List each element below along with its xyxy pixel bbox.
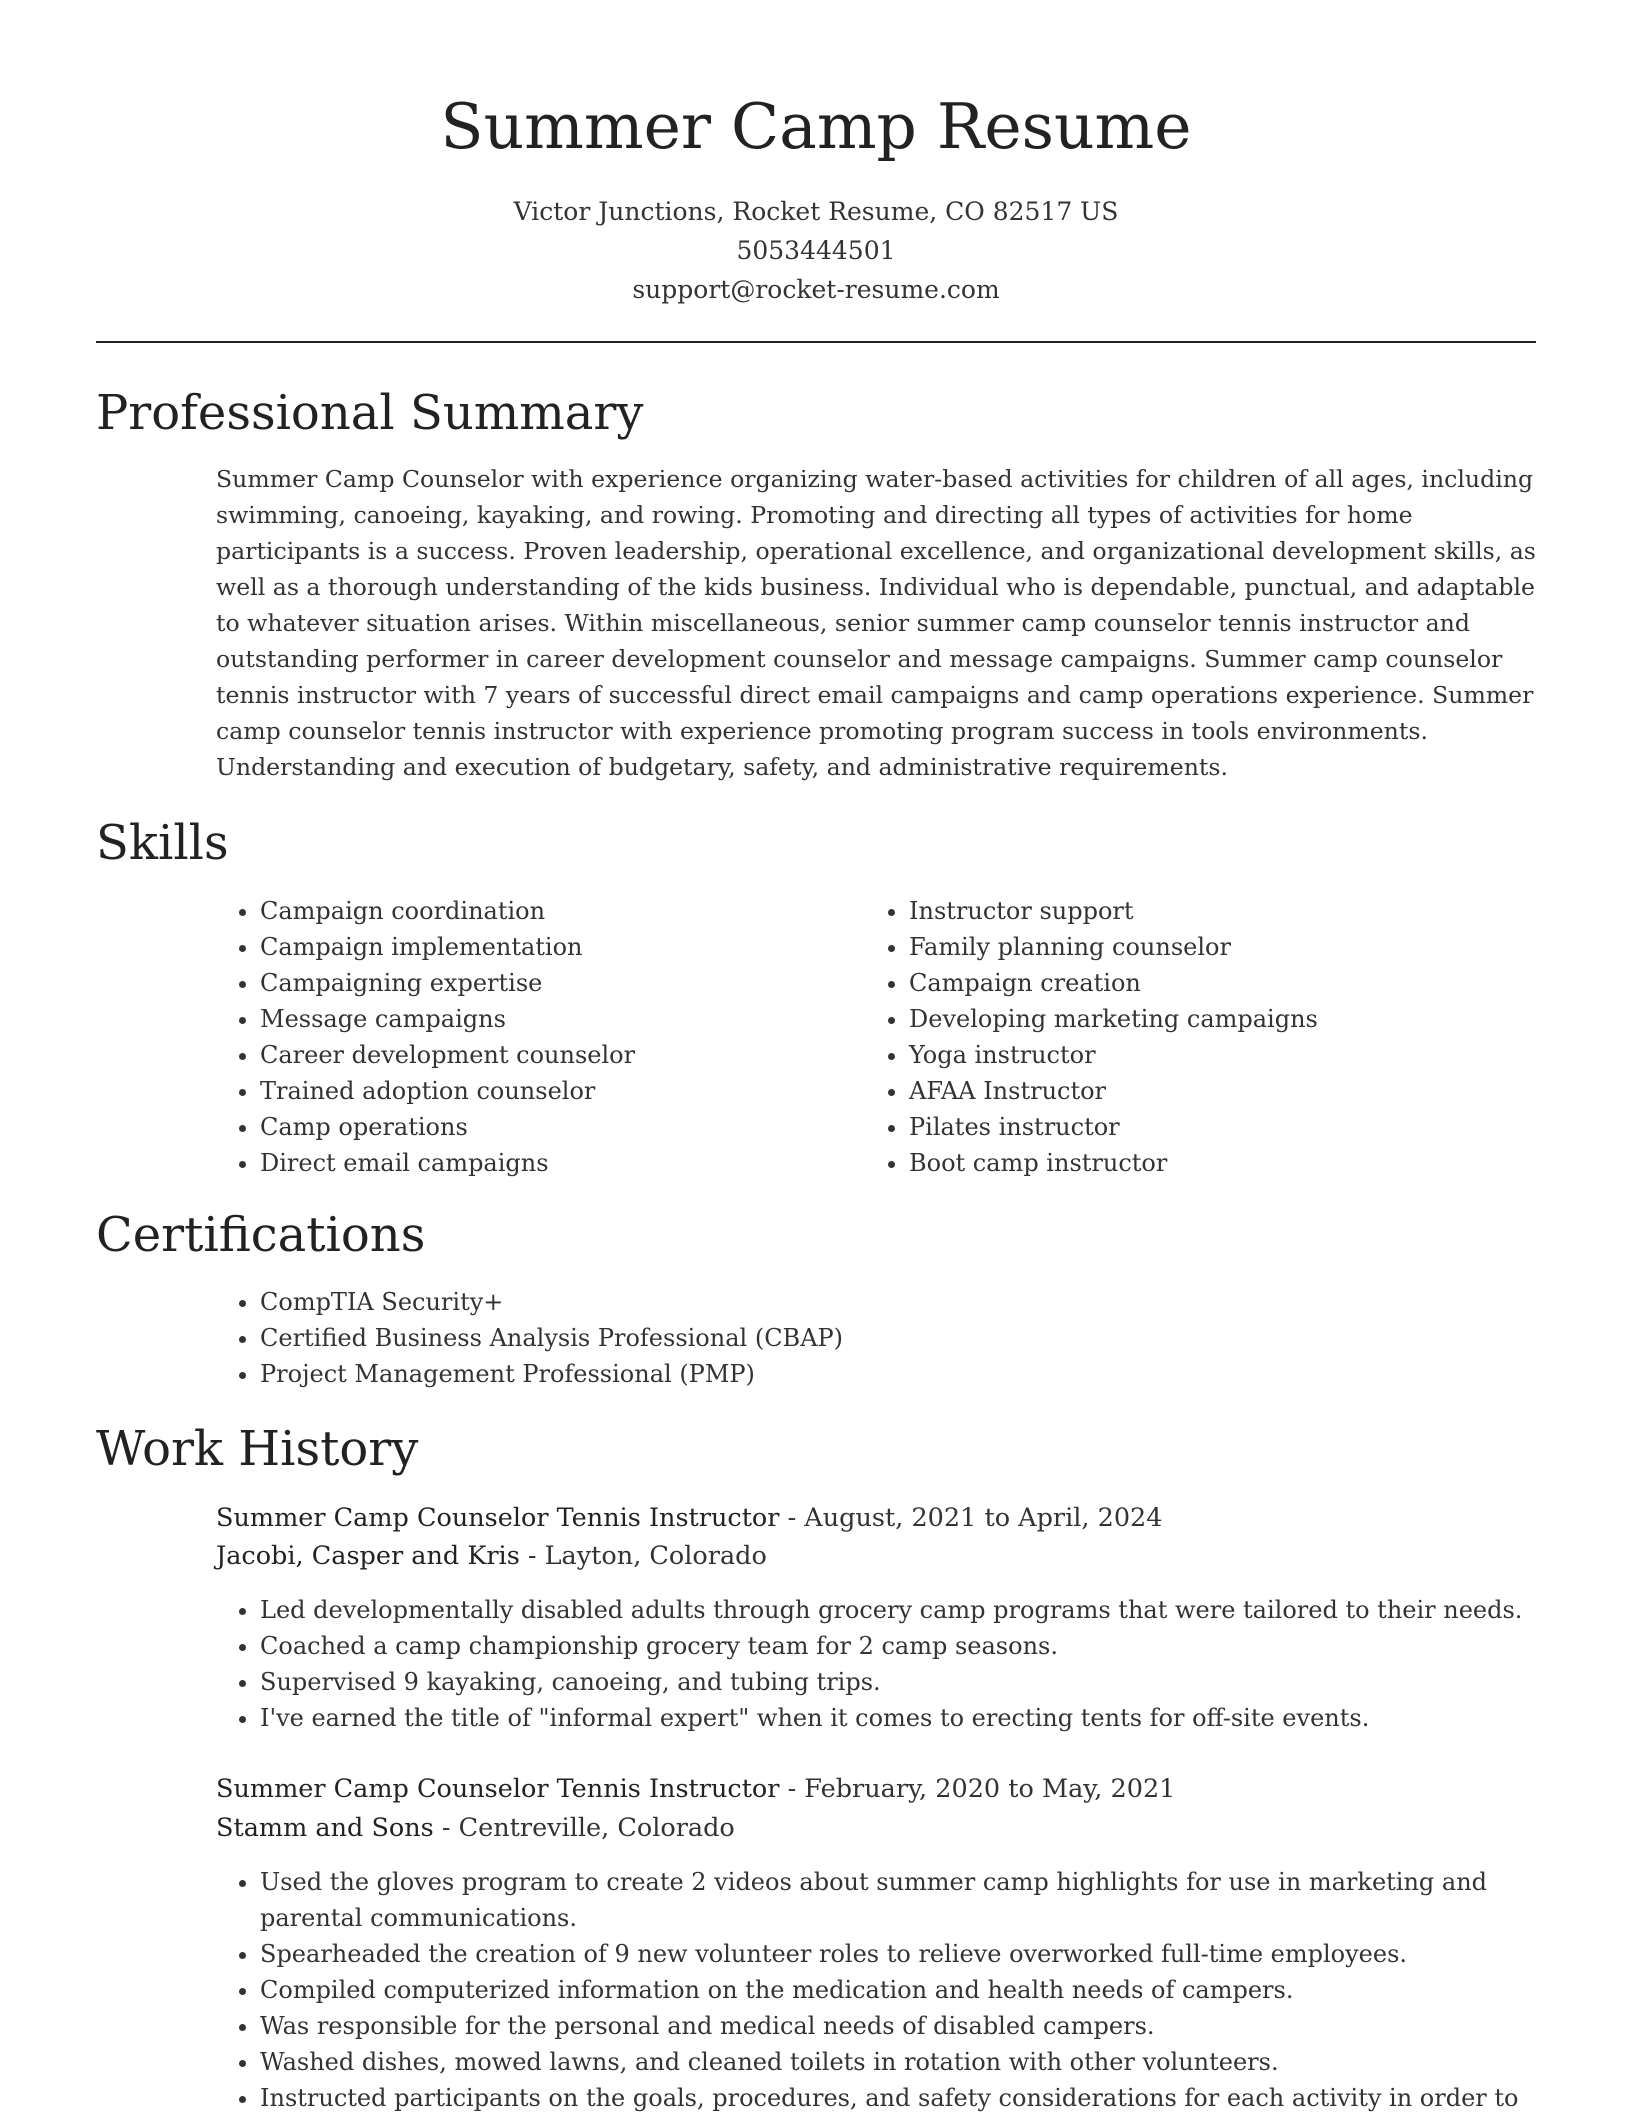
job-title-line <box>216 1499 1163 1537</box>
job-bullet: • I've earned the title of "informal expert" when it comes to erecting tents for off-site events. <box>260 1700 1570 1736</box>
skill-item: • Campaign coordination <box>260 893 820 929</box>
contact-email: support@rocket-resume.com <box>632 275 1000 304</box>
skill-item: • Camp operations <box>260 1109 820 1145</box>
contact-block <box>0 192 1632 309</box>
resume-title: Summer Camp Resume <box>440 90 1192 163</box>
job-bullet: • Supervised 9 kayaking, canoeing, and tubing trips. <box>260 1664 1570 1700</box>
skill-item: • Campaigning expertise <box>260 965 820 1001</box>
certifications-heading: Certifications <box>96 1207 426 1263</box>
skill-item: • Campaign implementation <box>260 929 820 965</box>
contact-phone: 5053444501 <box>736 236 896 265</box>
summary-heading: Professional Summary <box>96 385 644 441</box>
job-bullet: • Coached a camp championship grocery team for 2 camp seasons. <box>260 1628 1570 1664</box>
job-location: - Centreville, Colorado <box>433 1813 735 1843</box>
skill-item: • Campaign creation <box>909 965 1529 1001</box>
skill-item: • Pilates instructor <box>909 1109 1529 1145</box>
skill-item: • Trained adoption counselor <box>260 1073 820 1109</box>
skill-item: • Message campaigns <box>260 1001 820 1037</box>
contact-address: Victor Junctions, Rocket Resume, CO 82517 US <box>513 197 1119 226</box>
job-company-line <box>216 1537 767 1575</box>
skill-item: • Yoga instructor <box>909 1037 1529 1073</box>
job-company: Stamm and Sons <box>216 1813 434 1843</box>
job-bullet: • Was responsible for the personal and medical needs of disabled campers. <box>260 2008 1535 2044</box>
job-title-line <box>216 1770 1175 1808</box>
certifications-list <box>216 1284 1260 1392</box>
job-bullet: • Instructed participants on the goals, procedures, and safety considerations for each activity in order to <box>260 2080 1535 2116</box>
job-location: - Layton, Colorado <box>519 1541 767 1571</box>
work-history-heading: Work History <box>96 1421 419 1477</box>
job-bullet: • Used the gloves program to create 2 videos about summer camp highlights for use in marketing and parental communications. <box>260 1864 1535 1936</box>
skills-list-right <box>865 893 1529 1181</box>
job-title: Summer Camp Counselor Tennis Instructor <box>216 1774 780 1804</box>
job-dates: - August, 2021 to April, 2024 <box>779 1503 1163 1533</box>
skills-heading: Skills <box>96 815 229 871</box>
job-bullet: • Spearheaded the creation of 9 new volunteer roles to relieve overworked full-time employees. <box>260 1936 1535 1972</box>
job-title: Summer Camp Counselor Tennis Instructor <box>216 1503 780 1533</box>
job-bullet: • Led developmentally disabled adults through grocery camp programs that were tailored to their needs. <box>260 1592 1570 1628</box>
job-company: Jacobi, Casper and Kris <box>216 1541 520 1571</box>
job-bullets <box>216 1864 1535 2116</box>
certification-item: • CompTIA Security+ <box>260 1284 1260 1320</box>
job-dates: - February, 2020 to May, 2021 <box>779 1774 1176 1804</box>
header-divider <box>96 341 1536 343</box>
summary-text: Summer Camp Counselor with experience organizing water-based activities for children of all ages, including swimming, canoeing, kayaking, and rowing. Promoting and directing all types of activities for home participants is a success. Proven leadership, operational excellence, and organizational development skills, as well as a thorough understanding of the kids business. Individual who is dependable, punctual, and adaptable to whatever situation arises. Within miscellaneous, senior summer camp counselor tennis instructor and outstanding performer in career development counselor and message campaigns. Summer camp counselor tennis instructor with 7 years of successful direct email campaigns and camp operations experience. Summer camp counselor tennis instructor with experience promoting program success in tools environments. Understanding and execution of budgetary, safety, and administrative requirements. <box>216 465 1536 781</box>
job-bullets <box>216 1592 1570 1736</box>
job-company-line <box>216 1809 735 1847</box>
skill-item: • Family planning counselor <box>909 929 1529 965</box>
skill-item: • Direct email campaigns <box>260 1145 820 1181</box>
skills-list-left <box>216 893 820 1181</box>
skill-item: • AFAA Instructor <box>909 1073 1529 1109</box>
skill-item: • Developing marketing campaigns <box>909 1001 1529 1037</box>
skill-item: • Boot camp instructor <box>909 1145 1529 1181</box>
skill-item: • Career development counselor <box>260 1037 820 1073</box>
job-bullet: • Washed dishes, mowed lawns, and cleaned toilets in rotation with other volunteers. <box>260 2044 1535 2080</box>
job-bullet: • Compiled computerized information on the medication and health needs of campers. <box>260 1972 1535 2008</box>
certification-item: • Project Management Professional (PMP) <box>260 1356 1260 1392</box>
certification-item: • Certified Business Analysis Professional (CBAP) <box>260 1320 1260 1356</box>
skill-item: • Instructor support <box>909 893 1529 929</box>
